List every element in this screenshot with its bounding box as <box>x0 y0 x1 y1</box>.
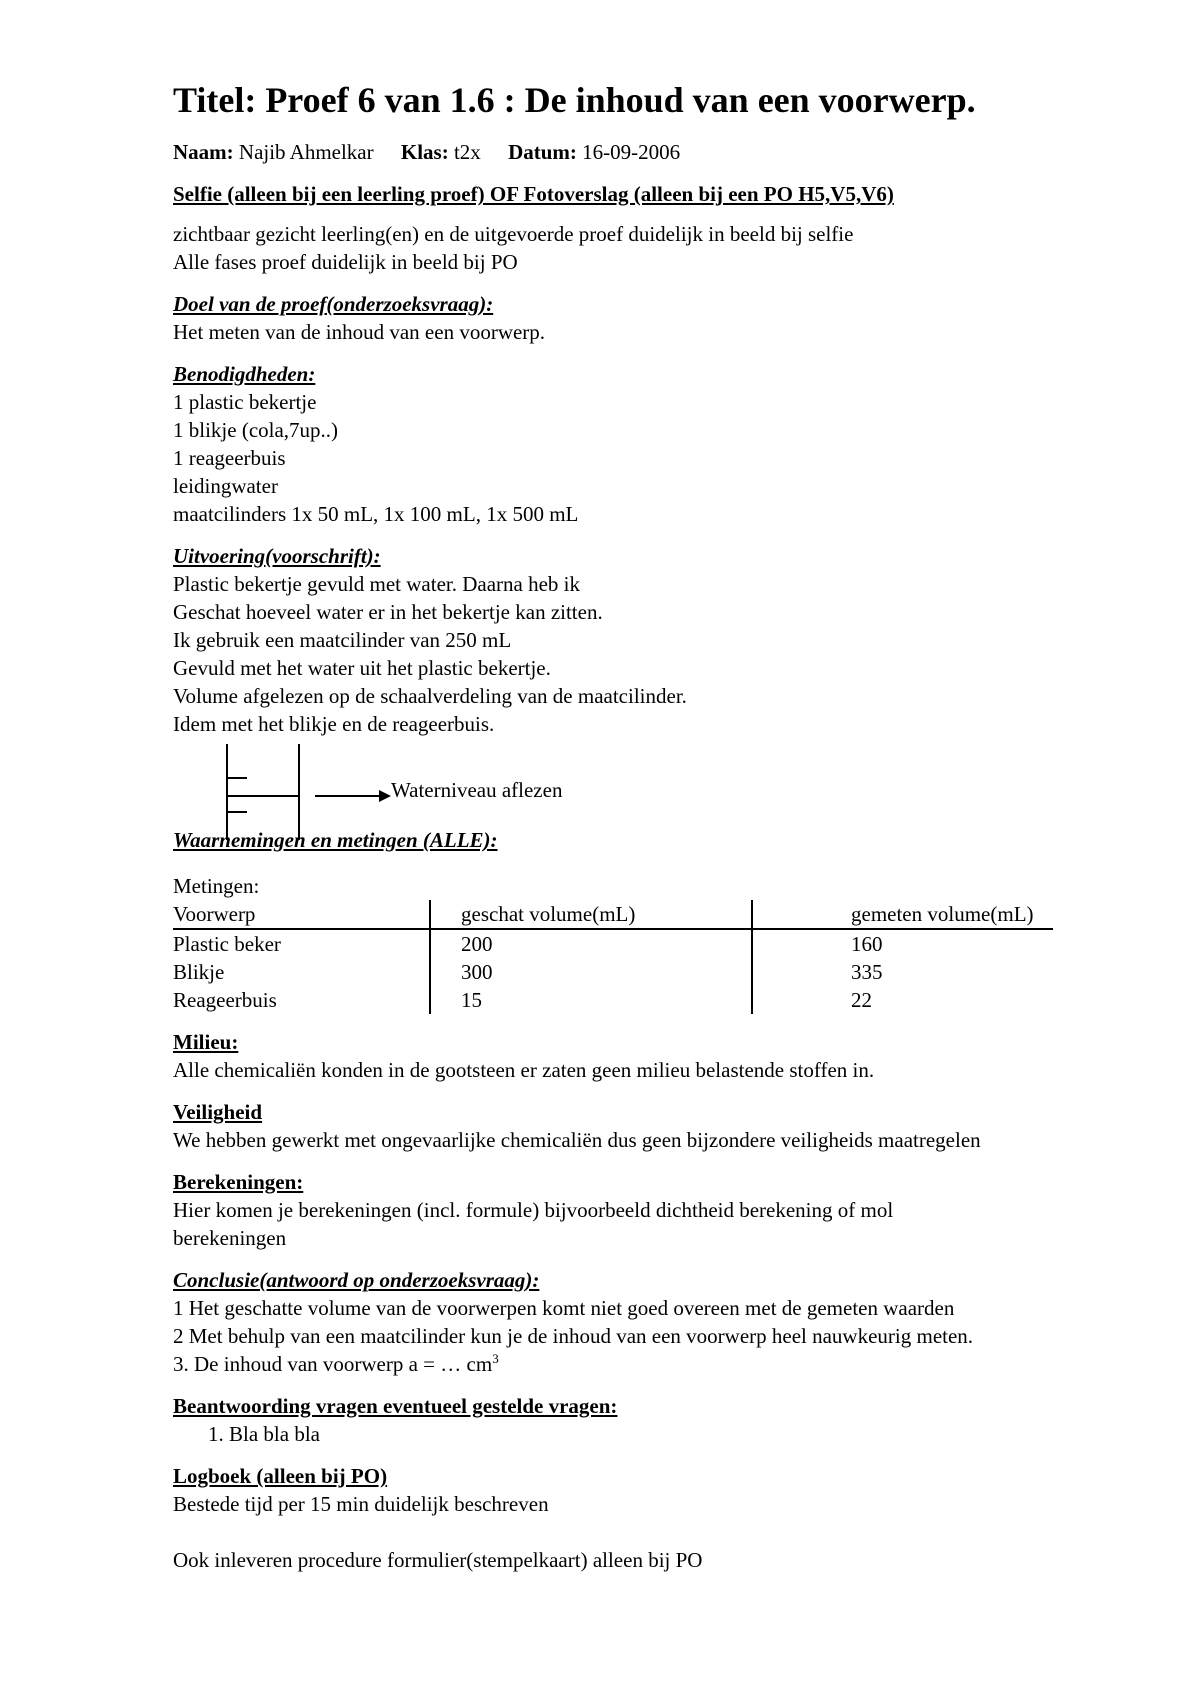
table-cell: Blikje <box>173 960 225 984</box>
uitvoering-line: Geschat hoeveel water er in het bekertje kan zitten. <box>173 600 603 624</box>
waterniveau-label: Waterniveau aflezen <box>391 778 563 802</box>
table-cell: 15 <box>430 986 752 1014</box>
table-row <box>173 929 1053 958</box>
table-cell: Reageerbuis <box>173 988 277 1012</box>
benodigdheden-section <box>173 360 1133 528</box>
uitvoering-heading: Uitvoering(voorschrift): <box>173 544 381 568</box>
meta-line <box>173 138 1133 166</box>
logboek-heading: Logboek (alleen bij PO) <box>173 1464 388 1488</box>
measuring-cylinder-icon <box>173 744 413 840</box>
logboek-note: Ook inleveren procedure formulier(stempelkaart) alleen bij PO <box>173 1548 703 1572</box>
table-cell: 300 <box>430 958 752 986</box>
milieu-heading: Milieu: <box>173 1030 239 1054</box>
selfie-heading: Selfie (alleen bij een leerling proef) OF Fotoverslag (alleen bij een PO H5,V5,V6) <box>173 182 894 206</box>
cubic-exponent: 3 <box>492 1351 499 1366</box>
berekeningen-heading: Berekeningen: <box>173 1170 304 1194</box>
uitvoering-line: Ik gebruik een maatcilinder van 250 mL <box>173 628 512 652</box>
table-cell: 22 <box>752 986 1053 1014</box>
naam-value: Najib Ahmelkar <box>238 140 374 164</box>
conclusie-heading: Conclusie(antwoord op onderzoeksvraag): <box>173 1268 540 1292</box>
selfie-line: Alle fases proef duidelijk in beeld bij PO <box>173 250 518 274</box>
list-item: leidingwater <box>173 474 278 498</box>
table-row <box>173 986 1053 1014</box>
veiligheid-section <box>173 1098 1133 1154</box>
doel-heading: Doel van de proef(onderzoeksvraag): <box>173 292 494 316</box>
uitvoering-line: Volume afgelezen op de schaalverdeling van de maatcilinder. <box>173 684 687 708</box>
table-cell: 200 <box>430 929 752 958</box>
berekeningen-line: berekeningen <box>173 1226 287 1250</box>
conclusie-line: 1 Het geschatte volume van de voorwerpen komt niet goed overeen met de gemeten waarden <box>173 1296 955 1320</box>
klas-label: Klas: <box>400 140 449 164</box>
datum-value: 16-09-2006 <box>582 140 681 164</box>
list-item: 1 reageerbuis <box>173 446 286 470</box>
table-header-row <box>173 900 1053 929</box>
klas-value: t2x <box>453 140 481 164</box>
doel-text: Het meten van de inhoud van een voorwerp. <box>173 320 546 344</box>
document-title: Titel: Proef 6 van 1.6 : De inhoud van een voorwerp. <box>173 80 976 120</box>
selfie-section <box>173 180 1133 276</box>
column-header: geschat volume(mL) <box>430 900 752 929</box>
table-row <box>173 958 1053 986</box>
veiligheid-text: We hebben gewerkt met ongevaarlijke chemicaliën dus geen bijzondere veiligheids maatregelen <box>173 1128 981 1152</box>
list-item: 1 plastic bekertje <box>173 390 317 414</box>
naam-label: Naam: <box>173 140 234 164</box>
veiligheid-heading: Veiligheid <box>173 1100 263 1124</box>
milieu-text: Alle chemicaliën konden in de gootsteen er zaten geen milieu belastende stoffen in. <box>173 1058 875 1082</box>
measuring-cylinder-diagram <box>173 744 1133 840</box>
conclusie-line-text: 3. De inhoud van voorwerp a = … cm <box>173 1352 493 1376</box>
conclusie-line: 2 Met behulp van een maatcilinder kun je de inhoud van een voorwerp heel nauwkeurig meten. <box>173 1324 974 1348</box>
milieu-section <box>173 1028 1133 1084</box>
column-header: gemeten volume(mL) <box>752 900 1053 929</box>
datum-label: Datum: <box>508 140 577 164</box>
uitvoering-section <box>173 542 1133 738</box>
benodigdheden-heading: Benodigdheden: <box>173 362 316 386</box>
uitvoering-line: Plastic bekertje gevuld met water. Daarna heb ik <box>173 572 581 596</box>
selfie-line: zichtbaar gezicht leerling(en) en de uitgevoerde proef duidelijk in beeld bij selfie <box>173 222 854 246</box>
table-cell: 160 <box>752 929 1053 958</box>
berekeningen-section <box>173 1168 1133 1252</box>
uitvoering-line: Gevuld met het water uit het plastic bekertje. <box>173 656 551 680</box>
waarnemingen-section <box>173 826 1133 1014</box>
berekeningen-line: Hier komen je berekeningen (incl. formule) bijvoorbeeld dichtheid berekening of mol <box>173 1198 894 1222</box>
document-page <box>173 72 1133 1574</box>
vragen-section <box>173 1392 1133 1448</box>
logboek-text: Bestede tijd per 15 min duidelijk beschreven <box>173 1492 549 1516</box>
uitvoering-line: Idem met het blikje en de reageerbuis. <box>173 712 495 736</box>
logboek-section <box>173 1462 1133 1574</box>
list-item: 1 blikje (cola,7up..) <box>173 418 339 442</box>
metingen-label: Metingen: <box>173 874 260 898</box>
list-item: 1. Bla bla bla <box>229 1420 1133 1448</box>
table-cell: Plastic beker <box>173 932 281 956</box>
column-header: Voorwerp <box>173 900 430 929</box>
table-cell: 335 <box>752 958 1053 986</box>
vragen-heading: Beantwoording vragen eventueel gestelde vragen: <box>173 1394 618 1418</box>
doel-section <box>173 290 1133 346</box>
vragen-list <box>173 1420 1133 1448</box>
waarnemingen-heading: Waarnemingen en metingen (ALLE): <box>173 828 498 852</box>
measurements-table <box>173 900 1053 1014</box>
conclusie-section <box>173 1266 1133 1378</box>
list-item: maatcilinders 1x 50 mL, 1x 100 mL, 1x 500 mL <box>173 502 579 526</box>
conclusie-line <box>173 1350 1133 1378</box>
